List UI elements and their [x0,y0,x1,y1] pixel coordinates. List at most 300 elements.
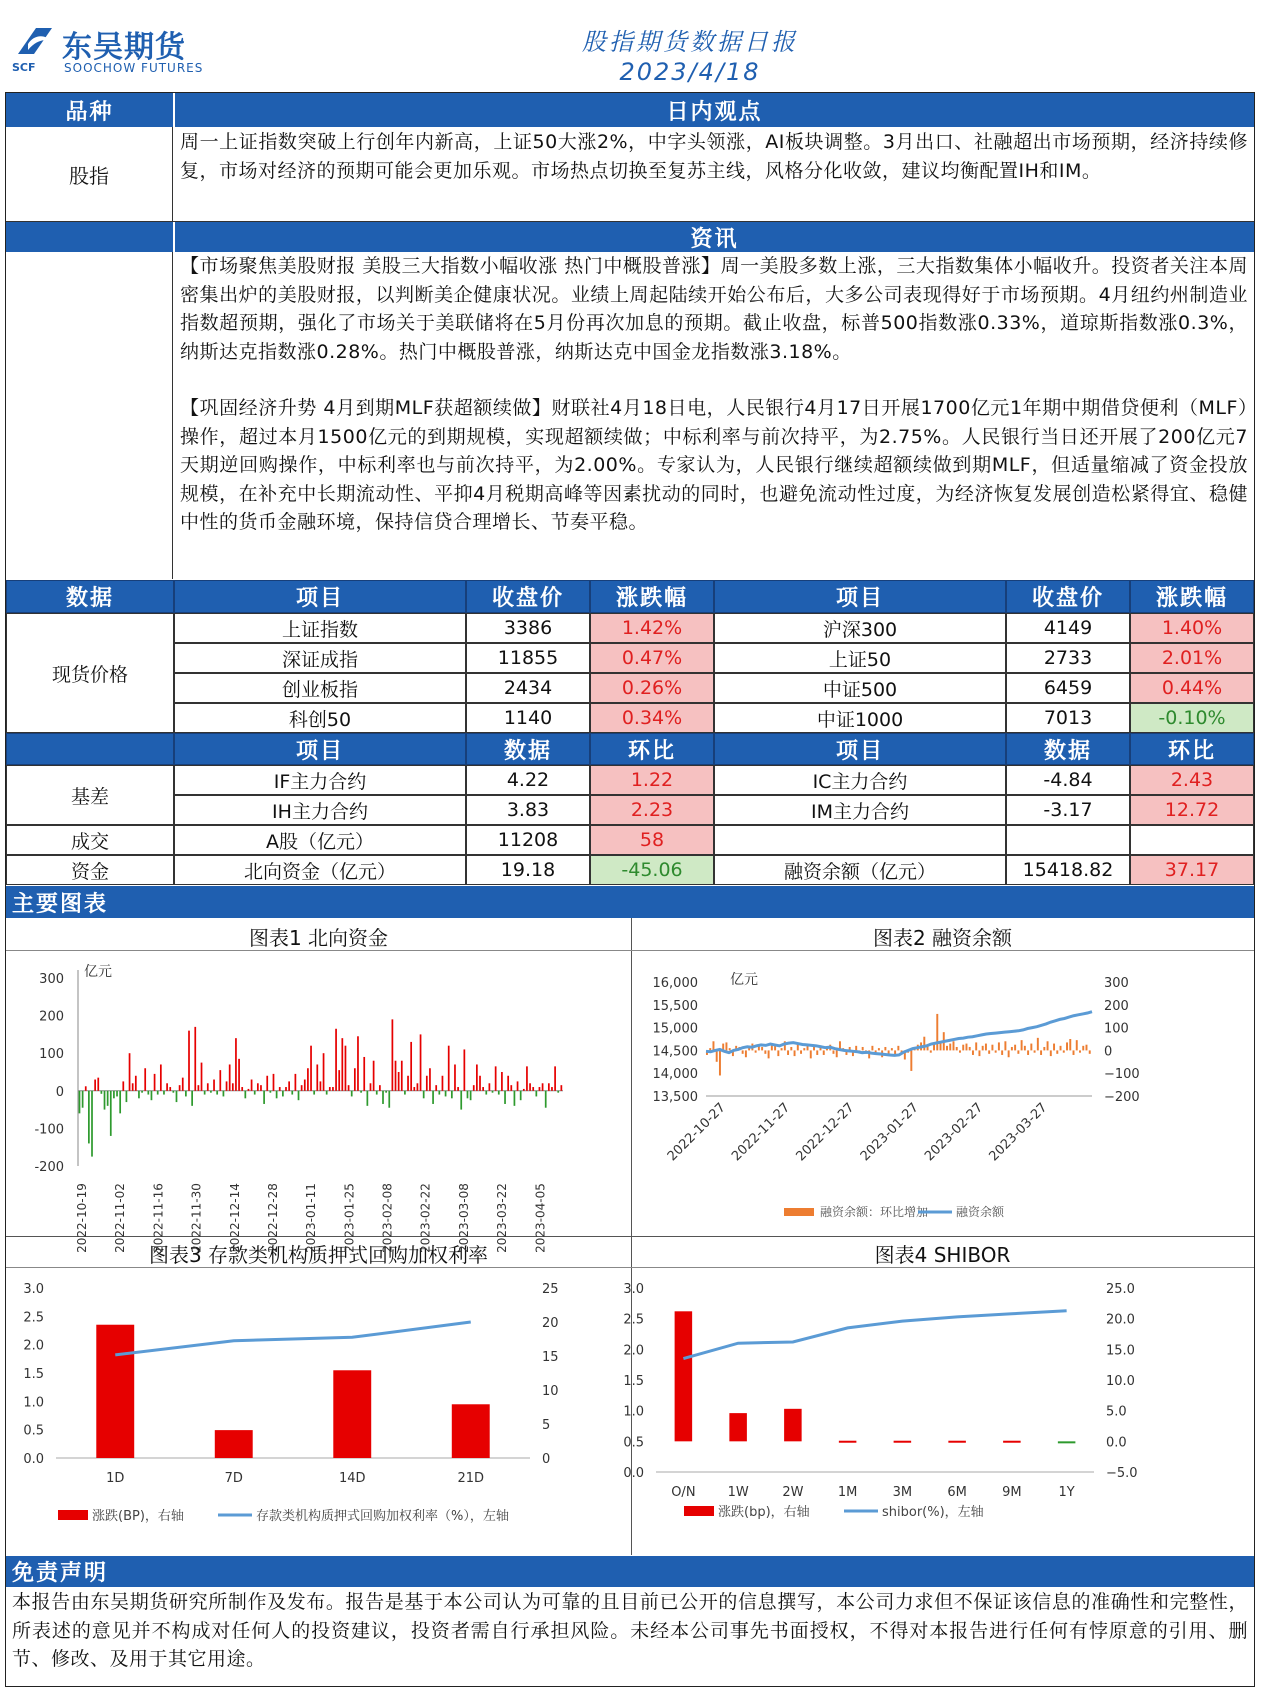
chart2-left-ytick: 13,500 [652,1090,698,1105]
spot-left-close: 2434 [466,673,590,703]
view-label: 股指 [6,127,173,221]
chart1-bar [194,1027,196,1091]
chart2-change-bar [777,1050,779,1056]
chart3-left-ytick: 0.5 [23,1423,44,1439]
chart1-bar [176,1091,178,1102]
chart1-bar [132,1083,134,1091]
chart1-bar [395,1061,397,1091]
chart4-category-label: 3M [892,1485,913,1500]
chart1-xtick-label: 2023-03-22 [495,1183,510,1253]
basis-right-chg: 12.72 [1130,795,1254,825]
chart1-bar [404,1091,406,1095]
chart2-change-bar [1053,1044,1055,1051]
th2-item-left: 项目 [174,733,466,765]
chart2-right-ytick: 300 [1104,976,1129,991]
chart1-bar [432,1091,434,1104]
spot-right-chg: 1.40% [1130,613,1254,643]
chart2-title: 图表2 融资余额 [872,926,1013,950]
th-chg-right: 涨跌幅 [1130,580,1254,613]
chart1-bar [351,1091,353,1097]
chart1-bar [172,1091,174,1093]
chart2-change-bar [1004,1041,1006,1050]
chart2-change-bar [1027,1050,1029,1055]
spot-right-name: 中证1000 [714,703,1006,733]
chart1-bar [291,1091,293,1095]
chart3-legend-swatch-bar [58,1510,88,1520]
chart1-bar [442,1076,444,1091]
chart2-change-bar [998,1042,1000,1050]
chart1-bar [345,1046,347,1091]
chart1-ytick-label: 100 [39,1047,64,1063]
chart2-change-bar [1024,1046,1026,1051]
chart1-bar [479,1076,481,1091]
chart2-change-bar [982,1046,984,1051]
charts-header: 主要图表 [6,886,1254,918]
chart4-left-ytick: 2.0 [623,1343,644,1359]
chart2-change-bar [936,1014,938,1050]
chart1-bar [304,1080,306,1091]
chart4-right-ytick: 5.0 [1106,1404,1127,1420]
chart2-change-bar [790,1047,792,1050]
fund-left-name: 北向资金（亿元） [174,855,466,885]
chart2-change-bar [1017,1050,1019,1053]
chart2-change-bar [953,1041,955,1050]
chart1-bar [151,1091,153,1100]
chart1-bar [213,1080,215,1091]
chart2-change-bar [729,1048,731,1050]
volume-label: 成交 [6,825,174,855]
chart1-bar [229,1064,231,1090]
news-paragraph-1: 【市场聚焦美股财报 美股三大指数小幅收涨 热门中概股普涨】周一美股多数上涨，三大指数集体小幅收升。投资者关注本周密集出炉的美股财报，以判断美企健康状况。业绩上周起陆续开始公布后，大多公司表现得好于市场预期。4月纽约州制造业指数超预期，强化了市场关于美联储将在5月份再次加息的预期。截止收盘，标普500指数涨0.33%，道琼斯指数涨0.3%，纳斯达克指数涨0.28%。热门中概股普涨，纳斯达克中国金龙指数涨3.18%。 [180,255,1248,363]
chart1-xtick-label: 2023-04-05 [533,1183,548,1253]
basis-left-name: IH主力合约 [174,795,466,825]
chart2-change-bar [965,1044,967,1051]
chart1-bar [266,1076,268,1091]
chart4-rate-line [683,1311,1066,1359]
fund-left-val: 19.18 [466,855,590,885]
chart2-change-bar [878,1048,880,1050]
chart2-change-bar [810,1050,812,1058]
news-header: 资讯 [175,222,1254,252]
th2-data-left: 数据 [466,733,590,765]
chart3-legend-label: 涨跌(BP)，右轴 [92,1509,184,1524]
chart2-change-bar [716,1050,718,1061]
chart2-left-ytick: 15,500 [652,998,698,1014]
logo-mark-text: SCF [12,61,36,74]
chart1-xtick-label: 2022-11-02 [113,1183,128,1253]
disclaimer-text: 本报告由东吴期货研究所制作及发布。报告是基于本公司认为可靠的且目前已公开的信息撰写，本公司力求但不保证该信息的准确性和完整性，所表述的意见并不构成对任何人的投资建议，投资者需自行承担风险。未经本公司事先书面授权，不得对本报告进行任何有悖原意的引用、删节、修改、及用于其它用途。 [12,1591,1248,1670]
chart2-change-bar [1066,1042,1068,1050]
chart1-bar [307,1068,309,1091]
chart2-change-bar [956,1047,958,1050]
chart1-bar [551,1087,553,1091]
chart2-change-bar [1008,1050,1010,1057]
spot-right-close: 7013 [1006,703,1130,733]
chart1-bar [204,1091,206,1095]
chart1-bar [535,1091,537,1097]
chart2-change-bar [1086,1045,1088,1051]
chart4-change-bar [784,1409,802,1442]
chart3-change-bar [96,1325,134,1458]
chart4-left-ytick: 0.0 [623,1466,644,1481]
fund-right-val: 15418.82 [1006,855,1130,885]
chart2-xtick-label: 2022-11-27 [729,1100,794,1165]
chart2-change-bar [1030,1044,1032,1051]
chart1-bar [201,1063,203,1091]
chart1-bar [426,1076,428,1091]
chart2-change-bar [972,1050,974,1055]
chart1-bar [510,1085,512,1091]
chart2-change-bar [959,1050,961,1052]
chart2-change-bar [871,1046,873,1051]
chart2-change-bar [969,1047,971,1050]
disclaimer-header: 免责声明 [6,1556,1254,1587]
chart1-bar [119,1091,121,1114]
chart3-category-label: 14D [338,1471,366,1486]
chart1-bar [244,1091,246,1099]
spot-right-chg: -0.10% [1130,703,1254,733]
chart1-bar [144,1068,146,1091]
chart1-bar [341,1038,343,1091]
chart3-left-ytick: 2.5 [23,1310,44,1326]
th-close-right: 收盘价 [1006,580,1130,613]
chart2-margin-balance [634,952,1252,1234]
chart2-change-bar [923,1037,925,1051]
chart2-left-ytick: 16,000 [652,976,698,991]
fund-right-name: 融资余额（亿元） [714,855,1006,885]
spot-right-name: 上证50 [714,643,1006,673]
chart2-change-bar [1089,1050,1091,1053]
chart1-bar [520,1091,522,1100]
chart3-repo-rate [8,1270,628,1552]
chart3-right-ytick: 20 [542,1316,559,1331]
chart1-bar [376,1091,378,1095]
news-left-col [6,252,173,579]
chart1-bar [545,1091,547,1108]
th-close-left: 收盘价 [466,580,590,613]
chart3-right-ytick: 0 [542,1452,551,1467]
chart1-bar [107,1091,109,1106]
basis-left-chg: 1.22 [590,765,714,795]
chart1-bar [273,1074,275,1091]
chart2-change-bar [742,1050,744,1053]
basis-right-val: -3.17 [1006,795,1130,825]
chart1-bar [219,1070,221,1091]
chart3-change-bar [215,1430,253,1458]
chart1-bar [295,1074,297,1091]
chart1-bar [492,1091,494,1093]
chart1-bar [526,1066,528,1090]
chart1-bar [94,1080,96,1091]
chart3-left-ytick: 1.0 [23,1395,44,1411]
th-item-left: 项目 [174,580,466,613]
th2-ratio-left: 环比 [590,733,714,765]
th-data: 数据 [6,580,174,613]
news-left-cap [6,222,173,252]
chart1-bar [423,1091,425,1099]
chart1-xtick-label: 2022-11-30 [189,1183,204,1253]
chart4-left-ytick: 0.5 [623,1435,644,1451]
chart3-legend-label: 存款类机构质押式回购加权利率（%），左轴 [256,1509,509,1524]
chart1-xtick-label: 2023-01-11 [304,1183,319,1253]
chart3-category-label: 1D [106,1471,125,1486]
view-text: 周一上证指数突破上行创年内新高，上证50大涨2%，中字头领涨，AI板块调整。3月出口、社融超出市场预期，经济持续修复，市场对经济的预期可能会更加乐观。市场热点切换至复苏主线，风格分化收敛，建议均衡配置IH和IM。 [180,131,1248,182]
chart2-change-bar [1021,1040,1023,1050]
chart1-bar [370,1083,372,1091]
chart1-bar [366,1091,368,1106]
chart2-change-bar [946,1046,948,1051]
chart1-bar [191,1091,193,1106]
chart1-bar [301,1085,303,1091]
chart1-bar [110,1091,112,1136]
chart1-ytick-label: -100 [34,1122,64,1138]
spot-right-name: 沪深300 [714,613,1006,643]
basis-left-chg: 2.23 [590,795,714,825]
chart2-change-bar [1060,1046,1062,1051]
empty-cell [1006,825,1130,855]
chart1-bar [169,1087,171,1091]
chart4-legend-label: shibor(%)，左轴 [882,1505,984,1520]
chart3-title: 图表3 存款类机构质押式回购加权利率 [148,1243,489,1267]
chart1-bar [489,1083,491,1091]
chart2-change-bar [709,1048,711,1050]
th2-blank [6,733,174,765]
chart1-xtick-label: 2023-01-25 [342,1183,357,1253]
view-col1-header: 品种 [6,93,173,127]
th2-ratio-right: 环比 [1130,733,1254,765]
chart1-bar [238,1059,240,1091]
chart3-left-ytick: 2.0 [23,1338,44,1354]
chart4-right-ytick: 0.0 [1106,1435,1127,1451]
basis-right-chg: 2.43 [1130,765,1254,795]
chart4-right-ytick: 15.0 [1106,1343,1135,1359]
chart4-change-bar [948,1441,966,1443]
chart2-change-bar [823,1050,825,1055]
chart2-change-bar [787,1050,789,1055]
chart1-xtick-label: 2022-11-16 [151,1183,166,1253]
report-date: 2023/4/18 [619,58,761,86]
chart1-bar [188,1031,190,1091]
chart1-bar [269,1091,271,1093]
chart1-bar [163,1091,165,1095]
view-col2-header: 日内观点 [175,93,1254,127]
chart1-bar [420,1034,422,1090]
chart1-bar [223,1091,225,1097]
chart2-change-bar [1079,1050,1081,1052]
volume-chg: 58 [590,825,714,855]
basis-left-name: IF主力合约 [174,765,466,795]
spot-label: 现货价格 [6,613,174,733]
chart2-right-ytick: −100 [1104,1067,1140,1083]
chart1-bar [398,1072,400,1091]
chart4-change-bar [675,1311,693,1441]
spot-right-chg: 2.01% [1130,643,1254,673]
logo-mark-icon [12,24,58,60]
chart2-change-bar [988,1050,990,1053]
chart1-title: 图表1 北向资金 [248,926,389,950]
chart1-bar [104,1091,106,1110]
chart4-right-ytick: 10.0 [1106,1374,1135,1389]
chart1-bar [482,1087,484,1091]
chart2-change-bar [975,1042,977,1050]
chart2-unit-label: 亿元 [730,972,758,988]
chart4-category-label: 1Y [1058,1485,1075,1500]
chart2-change-bar [1082,1046,1084,1051]
chart1-xtick-label: 2022-12-14 [227,1183,242,1253]
chart1-bar [532,1087,534,1091]
chart1-bar [557,1091,559,1093]
chart2-left-ytick: 14,000 [652,1067,698,1083]
chart2-left-ytick: 15,000 [652,1021,698,1037]
chart2-change-bar [1037,1038,1039,1051]
chart3-left-ytick: 3.0 [23,1282,44,1297]
chart1-bar [429,1068,431,1091]
chart4-title: 图表4 SHIBOR [874,1243,1011,1267]
chart4-change-bar [729,1413,747,1441]
chart2-right-ytick: 200 [1104,998,1129,1014]
chart1-bar [517,1081,519,1090]
chart4-change-bar [1003,1441,1021,1443]
spot-right-chg: 0.44% [1130,673,1254,703]
chart1-bar [542,1083,544,1091]
chart1-bar [310,1046,312,1091]
chart1-bar [254,1091,256,1095]
chart1-bar [435,1085,437,1091]
chart1-xtick-label: 2023-02-22 [418,1183,433,1253]
chart1-bar [263,1091,265,1104]
chart1-bar [251,1080,253,1091]
chart1-bar [320,1081,322,1090]
chart2-change-bar [719,1050,721,1075]
basis-label: 基差 [6,765,174,825]
chart1-xtick-label: 2023-02-08 [380,1183,395,1253]
chart1-bar [135,1076,137,1091]
chart1-bar [467,1091,469,1099]
chart1-bar [451,1091,453,1099]
chart4-change-bar [894,1441,912,1443]
spot-left-chg: 0.47% [590,643,714,673]
spot-left-name: 上证指数 [174,613,466,643]
chart1-ytick-label: -200 [34,1160,64,1175]
chart2-change-bar [1050,1050,1052,1056]
chart1-bar [548,1083,550,1091]
chart2-change-bar [1073,1050,1075,1055]
chart1-bar [348,1085,350,1091]
chart4-category-label: 9M [1002,1485,1022,1500]
chart2-change-bar [910,1050,912,1071]
chart3-left-ytick: 0.0 [23,1452,44,1467]
chart2-change-bar [1034,1050,1036,1052]
chart1-xtick-label: 2022-10-19 [75,1183,89,1253]
chart1-bar [507,1076,509,1091]
chart1-bar [529,1083,531,1091]
chart1-northbound-flow [8,952,628,1253]
chart4-legend-label: 涨跌(bp)，右轴 [718,1505,810,1520]
chart4-category-label: 2W [782,1485,804,1500]
report-title: 股指期货数据日报 [582,28,798,56]
chart1-bar [91,1091,93,1157]
chart4-category-label: 1M [837,1485,858,1500]
fund-label: 资金 [6,855,174,885]
chart1-bar [216,1091,218,1095]
chart1-bar [160,1064,162,1090]
chart1-ytick-label: 0 [55,1084,64,1100]
spot-right-name: 中证500 [714,673,1006,703]
basis-right-val: -4.84 [1006,765,1130,795]
chart4-left-ytick: 3.0 [623,1282,644,1297]
chart2-xtick-label: 2023-02-27 [922,1100,987,1165]
basis-left-val: 3.83 [466,795,590,825]
chart1-bar [332,1087,334,1091]
chart1-bar [282,1091,284,1097]
chart4-left-ytick: 1.0 [623,1404,644,1420]
chart3-right-ytick: 15 [542,1350,559,1365]
chart2-change-bar [768,1050,770,1058]
chart1-ytick-label: 300 [39,972,64,987]
chart2-xtick-label: 2022-10-27 [664,1100,729,1165]
chart2-xtick-label: 2023-03-27 [986,1100,1051,1165]
chart1-bar [445,1091,447,1097]
chart1-bar [147,1091,149,1095]
chart4-right-ytick: 20.0 [1106,1312,1135,1328]
chart1-bar [460,1091,462,1110]
spot-left-close: 1140 [466,703,590,733]
logo-subtitle: SOOCHOW FUTURES [64,61,204,75]
chart1-bar [360,1091,362,1093]
chart1-bar [454,1064,456,1090]
chart1-bar [473,1085,475,1091]
chart1-bar [326,1091,328,1095]
chart1-bar [523,1089,525,1091]
chart1-bar [495,1066,497,1090]
chart2-change-bar [800,1050,802,1053]
chart1-bar [338,1070,340,1091]
chart1-bar [122,1081,124,1090]
chart1-bar [316,1064,318,1090]
chart1-bar [157,1091,159,1095]
chart3-right-ytick: 10 [542,1384,559,1399]
chart2-change-bar [745,1050,747,1057]
chart2-change-bar [712,1041,714,1050]
chart2-change-bar [1011,1047,1013,1050]
spot-left-chg: 0.26% [590,673,714,703]
th-item-right: 项目 [714,580,1006,613]
chart1-bar [279,1087,281,1091]
chart2-change-bar [833,1050,835,1053]
chart1-bar [379,1085,381,1091]
chart1-bar [476,1064,478,1090]
chart1-bar [498,1091,500,1095]
chart2-change-bar [761,1047,763,1050]
chart2-change-bar [978,1050,980,1056]
spot-right-close: 6459 [1006,673,1130,703]
chart1-bar [298,1091,300,1100]
chart1-bar [235,1038,237,1091]
chart1-bar [385,1091,387,1093]
chart2-change-bar [897,1046,899,1051]
chart1-bar [514,1091,516,1106]
chart1-bar [354,1068,356,1091]
chart1-bar [313,1091,315,1095]
empty-cell [714,825,1006,855]
logo-name: 东吴期货 [62,30,186,65]
chart1-bar [138,1091,140,1099]
chart2-change-bar [816,1050,818,1055]
spot-right-close: 2733 [1006,643,1130,673]
chart4-left-ytick: 1.5 [623,1374,644,1389]
chart4-shibor [623,1270,1252,1552]
chart1-bar [288,1081,290,1090]
